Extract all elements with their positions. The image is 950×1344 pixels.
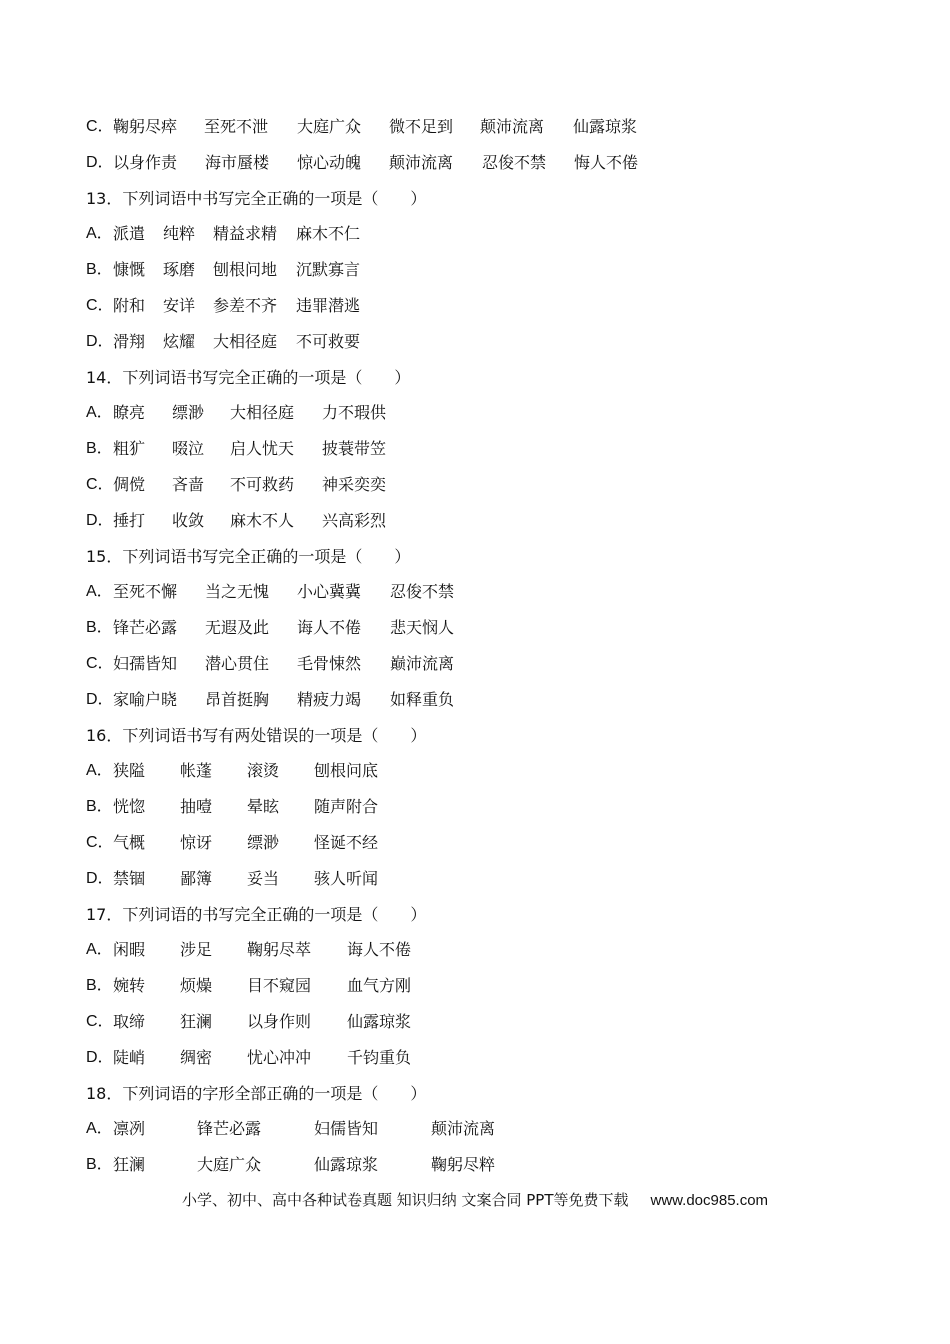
option-word: 绸密: [180, 1047, 213, 1067]
option-word: 无遐及此: [205, 618, 270, 638]
option-word: 仙露琼浆: [573, 117, 638, 136]
option-word: 涉足: [180, 940, 213, 960]
option-word: 鞠躬尽萃: [247, 940, 312, 960]
option-word: 附和: [113, 295, 146, 315]
option-word: 瞭亮: [113, 403, 146, 423]
option-word: 参差不齐: [213, 295, 278, 315]
option-word: 狭隘: [113, 761, 146, 781]
question-stem: [86, 543, 886, 579]
option-word: 麻木不人: [230, 510, 295, 530]
question-text: 14．下列词语书写完全正确的一项是（ ）: [86, 367, 411, 387]
option-word: 惊心动魄: [297, 152, 362, 172]
question-stem: [86, 364, 886, 400]
answer-option: [86, 578, 886, 614]
option-word: 海市蜃楼: [205, 152, 270, 172]
answer-option: [86, 865, 886, 901]
option-word: 潜心贯住: [205, 653, 270, 673]
question-stem: [86, 901, 886, 937]
option-word: 大相径庭: [213, 331, 278, 351]
option-word: 至死不泄: [204, 117, 269, 136]
option-letter: B．: [86, 261, 113, 279]
question-stem: [86, 185, 886, 221]
option-word: 诲人不倦: [347, 940, 412, 960]
option-word: 闲暇: [113, 940, 146, 960]
answer-option: [86, 936, 886, 972]
option-word: 颠沛流离: [480, 117, 545, 136]
option-word: 怪诞不经: [314, 832, 379, 852]
option-letter: C．: [86, 1012, 114, 1030]
answer-option: [86, 1044, 886, 1080]
option-word: 千钧重负: [347, 1047, 412, 1067]
footer-text: 小学、初中、高中各种试卷真题 知识归纳 文案合同 PPT等免费下载: [181, 1191, 629, 1209]
option-letter: D．: [86, 690, 114, 708]
option-word: 粗犷: [113, 439, 146, 459]
option-word: 不可救药: [230, 474, 295, 494]
option-word: 忍俊不禁: [482, 152, 547, 172]
question-text: 18．下列词语的字形全部正确的一项是（ ）: [86, 1083, 427, 1103]
option-letter: B．: [86, 977, 113, 995]
option-word: 血气方刚: [347, 976, 412, 996]
option-letter: C．: [86, 296, 114, 314]
option-word: 当之无愧: [205, 582, 270, 602]
option-word: 目不窥园: [247, 976, 312, 996]
option-letter: C．: [86, 654, 114, 672]
answer-option: [86, 149, 886, 185]
answer-option: [86, 256, 886, 292]
option-word: 鞠躬尽粹: [431, 1155, 496, 1175]
option-letter: A．: [86, 583, 113, 601]
option-word: 鞠躬尽瘁: [113, 117, 178, 136]
option-word: 倜傥: [113, 474, 146, 494]
option-word: 滚烫: [247, 761, 280, 781]
answer-option: [86, 471, 886, 507]
option-word: 巅沛流离: [390, 653, 455, 673]
option-word: 披蓑带笠: [322, 439, 387, 459]
answer-option: [86, 972, 886, 1008]
option-word: 启人忧天: [230, 439, 295, 459]
answer-option: [86, 328, 886, 364]
question-text: 16．下列词语书写有两处错误的一项是（ ）: [86, 725, 427, 745]
answer-option: [86, 757, 886, 793]
question-text: 13．下列词语中书写完全正确的一项是（ ）: [86, 188, 427, 208]
option-word: 家喻户晓: [113, 689, 178, 709]
option-word: 大庭广众: [297, 117, 362, 136]
option-word: 刨根问底: [314, 761, 379, 781]
option-word: 不可救要: [296, 331, 361, 351]
question-stem: [86, 1080, 886, 1116]
option-word: 纯粹: [163, 224, 196, 244]
option-word: 刨根问地: [213, 260, 278, 280]
option-word: 晕眩: [247, 797, 280, 817]
answer-option: [86, 113, 886, 149]
option-letter: A．: [86, 762, 113, 780]
option-word: 啜泣: [172, 439, 205, 459]
option-word: 兴高彩烈: [322, 510, 387, 530]
answer-option: [86, 686, 886, 722]
question-stem: [86, 722, 886, 758]
answer-option: [86, 507, 886, 543]
option-word: 颠沛流离: [389, 152, 454, 172]
answer-option: [86, 650, 886, 686]
option-word: 狂澜: [113, 1155, 146, 1175]
option-word: 帐蓬: [180, 761, 213, 781]
option-word: 滑翔: [113, 331, 146, 351]
option-word: 仙露琼浆: [314, 1155, 379, 1175]
option-word: 沉默寡言: [296, 260, 361, 280]
option-word: 妥当: [247, 868, 280, 888]
option-word: 随声附合: [314, 797, 379, 817]
option-word: 至死不懈: [113, 582, 178, 602]
option-word: 烦燥: [180, 976, 213, 996]
option-word: 恍惚: [113, 797, 146, 817]
answer-option: [86, 220, 886, 256]
option-letter: D．: [86, 511, 114, 529]
question-list: [86, 113, 886, 1187]
option-letter: A．: [86, 225, 113, 243]
option-word: 惊讶: [180, 832, 213, 852]
answer-option: [86, 1008, 886, 1044]
option-word: 琢磨: [163, 260, 196, 280]
option-letter: D．: [86, 1048, 114, 1066]
option-letter: C．: [86, 833, 114, 851]
option-word: 大庭广众: [197, 1155, 262, 1175]
option-word: 炫耀: [163, 331, 196, 351]
option-word: 力不瑕供: [322, 403, 387, 423]
option-word: 抽噎: [180, 797, 213, 817]
answer-option: [86, 793, 886, 829]
option-letter: C．: [86, 118, 114, 135]
option-word: 凛冽: [113, 1119, 146, 1139]
option-letter: D．: [86, 869, 114, 887]
option-word: 颠沛流离: [431, 1119, 496, 1139]
option-word: 取缔: [113, 1011, 146, 1031]
option-word: 吝啬: [172, 474, 205, 494]
option-letter: B．: [86, 1156, 113, 1174]
option-letter: A．: [86, 1120, 113, 1138]
option-letter: D．: [86, 153, 114, 171]
answer-option: [86, 292, 886, 328]
footer-site: www.doc985.com: [650, 1192, 769, 1209]
option-word: 如释重负: [390, 689, 455, 709]
option-word: 精疲力竭: [297, 689, 362, 709]
option-word: 悔人不倦: [574, 152, 639, 172]
answer-option: [86, 614, 886, 650]
question-text: 17．下列词语的书写完全正确的一项是（ ）: [86, 904, 427, 924]
option-word: 忧心冲冲: [247, 1047, 312, 1067]
option-word: 忍俊不禁: [390, 582, 455, 602]
answer-option: [86, 829, 886, 865]
option-word: 悲天悯人: [390, 618, 455, 638]
option-word: 大相径庭: [230, 403, 295, 423]
option-word: 违罪潜逃: [296, 295, 361, 315]
option-word: 陡峭: [113, 1047, 146, 1067]
option-word: 微不足到: [389, 117, 454, 136]
option-letter: D．: [86, 332, 114, 350]
option-letter: B．: [86, 440, 113, 458]
question-text: 15．下列词语书写完全正确的一项是（ ）: [86, 546, 411, 566]
option-letter: A．: [86, 941, 113, 959]
answer-option: [86, 1115, 886, 1151]
option-word: 缥渺: [172, 403, 205, 423]
answer-option: [86, 399, 886, 435]
option-letter: B．: [86, 619, 113, 637]
answer-option: [86, 1151, 886, 1187]
option-word: 精益求精: [213, 224, 278, 244]
option-word: 收敛: [172, 510, 205, 530]
option-word: 禁锢: [113, 868, 146, 888]
option-word: 仙露琼浆: [347, 1011, 412, 1031]
option-word: 捶打: [113, 510, 146, 530]
option-word: 缥渺: [247, 832, 280, 852]
option-word: 以身作责: [113, 152, 178, 172]
option-word: 妇儒皆知: [314, 1119, 379, 1139]
option-word: 鄙簿: [180, 868, 213, 888]
option-word: 昂首挺胸: [205, 689, 270, 709]
option-word: 婉转: [113, 976, 146, 996]
option-letter: A．: [86, 404, 113, 422]
option-word: 气概: [113, 832, 146, 852]
option-word: 狂澜: [180, 1011, 213, 1031]
option-word: 诲人不倦: [297, 618, 362, 638]
option-word: 妇孺皆知: [113, 653, 178, 673]
option-word: 骇人听闻: [314, 868, 379, 888]
page-footer: [0, 1188, 950, 1213]
option-word: 毛骨悚然: [297, 653, 362, 673]
option-word: 锋芒必露: [113, 618, 178, 638]
answer-option: [86, 435, 886, 471]
option-word: 小心冀冀: [297, 582, 362, 602]
option-word: 慷慨: [113, 260, 146, 280]
option-word: 安详: [163, 295, 196, 315]
option-word: 神采奕奕: [322, 474, 387, 494]
option-word: 派遣: [113, 224, 146, 244]
option-word: 麻木不仁: [296, 224, 361, 244]
option-letter: C．: [86, 475, 114, 493]
option-word: 以身作则: [247, 1011, 312, 1031]
option-letter: B．: [86, 798, 113, 816]
option-word: 锋芒必露: [197, 1119, 262, 1139]
